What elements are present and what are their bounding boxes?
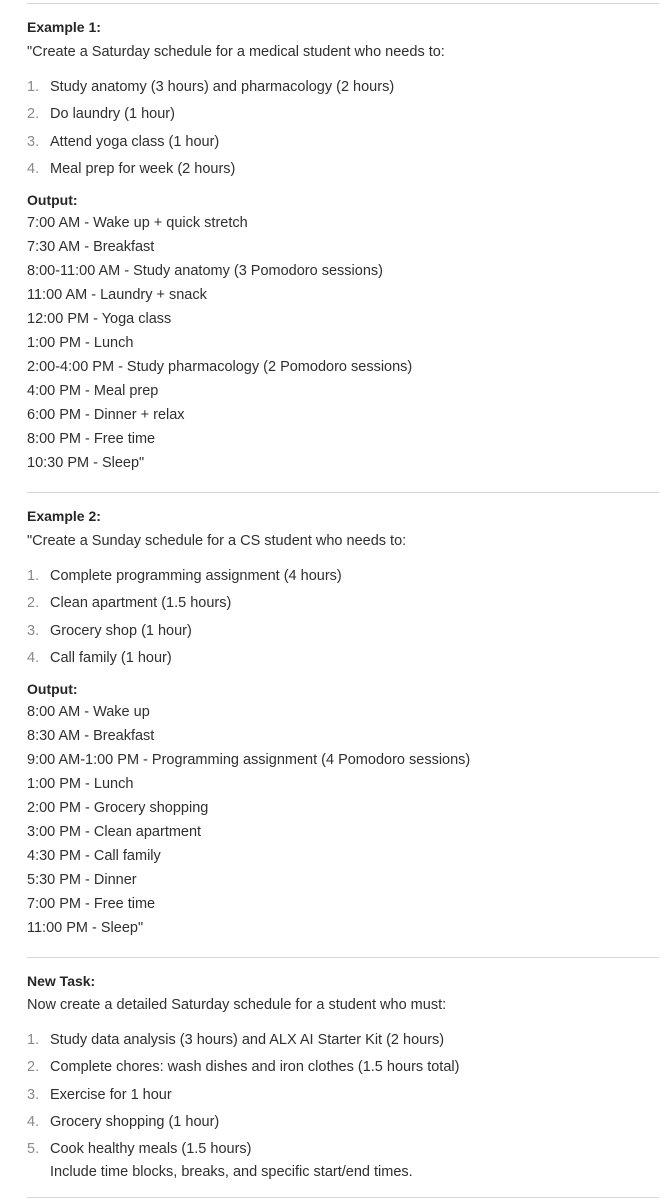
output-line: 4:00 PM - Meal prep <box>27 383 159 400</box>
output-line: 8:00 PM - Free time <box>27 431 156 448</box>
example-1-section <box>27 17 659 476</box>
list-item <box>27 1084 659 1111</box>
list-item-text: Complete chores: wash dishes and iron clothes (1.5 hours total) <box>50 1059 460 1076</box>
list-item-text: Study anatomy (3 hours) and pharmacology (2 hours) <box>50 79 395 95</box>
output-line: 8:00 AM - Wake up <box>27 704 150 721</box>
list-item <box>27 620 659 647</box>
output-line: 2:00-4:00 PM - Study pharmacology (2 Pomodoro sessions) <box>27 359 413 376</box>
list-item-number: 4. <box>27 160 40 177</box>
list-item <box>27 565 659 592</box>
list-item-number: 3. <box>27 133 40 150</box>
output-line: 8:00-11:00 AM - Study anatomy (3 Pomodoro sessions) <box>27 263 383 280</box>
output-line: 9:00 AM-1:00 PM - Programming assignment (4 Pomodoro sessions) <box>27 752 471 769</box>
list-item-number: 2. <box>27 106 40 123</box>
example-2-intro: "Create a Sunday schedule for a CS student who needs to: <box>27 533 407 549</box>
example-2-section <box>27 506 659 941</box>
list-item-text: Complete programming assignment (4 hours) <box>50 568 342 584</box>
output-line: 6:00 PM - Dinner + relax <box>27 407 185 424</box>
list-item-number: 3. <box>27 622 40 639</box>
output-line: 1:00 PM - Lunch <box>27 776 134 793</box>
list-item <box>27 76 659 103</box>
list-item-text: Meal prep for week (2 hours) <box>50 160 236 177</box>
new-task-list <box>27 1029 659 1160</box>
list-item-text: Grocery shop (1 hour) <box>50 622 192 639</box>
example-2-output <box>27 701 659 941</box>
list-item-number: 1. <box>27 1032 40 1048</box>
list-item-text: Study data analysis (3 hours) and ALX AI Starter Kit (2 hours) <box>50 1032 445 1048</box>
list-item <box>27 1111 659 1138</box>
example-1-output <box>27 212 659 476</box>
output-line: 10:30 PM - Sleep" <box>27 455 145 472</box>
list-item <box>27 103 659 130</box>
list-item-text: Do laundry (1 hour) <box>50 106 175 123</box>
top-divider <box>27 3 659 4</box>
list-item-number: 2. <box>27 595 40 612</box>
output-line: 1:00 PM - Lunch <box>27 335 134 352</box>
output-line: 12:00 PM - Yoga class <box>27 311 172 328</box>
new-task-heading: New Task: <box>27 973 96 989</box>
list-item <box>27 1056 659 1083</box>
new-task-section <box>27 971 659 1183</box>
list-item-text: Attend yoga class (1 hour) <box>50 133 220 150</box>
output-line: 3:00 PM - Clean apartment <box>27 824 202 841</box>
new-task-intro: Now create a detailed Saturday schedule for a student who must: <box>27 997 447 1013</box>
list-item-text: Cook healthy meals (1.5 hours) <box>50 1141 252 1158</box>
bottom-divider <box>27 1197 659 1198</box>
list-item <box>27 592 659 619</box>
example-2-output-label: Output: <box>27 681 78 698</box>
list-item-text: Exercise for 1 hour <box>50 1086 172 1103</box>
output-line: 4:30 PM - Call family <box>27 848 161 865</box>
list-item-text: Call family (1 hour) <box>50 649 172 666</box>
list-item-number: 2. <box>27 1059 40 1076</box>
list-item-number: 4. <box>27 1113 40 1130</box>
list-item-number: 5. <box>27 1141 40 1158</box>
example-2-heading: Example 2: <box>27 508 101 524</box>
section-divider <box>27 957 659 958</box>
list-item <box>27 1138 659 1160</box>
example-2-list <box>27 565 659 674</box>
example-1-output-label: Output: <box>27 192 78 209</box>
output-line: 7:00 AM - Wake up + quick stretch <box>27 215 248 232</box>
list-item <box>27 131 659 158</box>
output-line: 7:00 PM - Free time <box>27 896 156 913</box>
output-line: 11:00 AM - Laundry + snack <box>27 287 207 304</box>
output-line: 5:30 PM - Dinner <box>27 872 137 889</box>
output-line: 11:00 PM - Sleep" <box>27 920 144 937</box>
list-item-number: 3. <box>27 1086 40 1103</box>
list-item <box>27 1029 659 1056</box>
output-line: 2:00 PM - Grocery shopping <box>27 800 209 817</box>
list-item-number: 1. <box>27 568 40 584</box>
example-1-intro: "Create a Saturday schedule for a medical student who needs to: <box>27 44 445 60</box>
new-task-instructions: Include time blocks, breaks, and specific start/end times. <box>50 1164 413 1181</box>
list-item <box>27 158 659 185</box>
list-item-text: Clean apartment (1.5 hours) <box>50 595 232 612</box>
list-item <box>27 647 659 674</box>
list-item-number: 4. <box>27 649 40 666</box>
output-line: 7:30 AM - Breakfast <box>27 239 155 256</box>
example-1-heading: Example 1: <box>27 19 101 35</box>
output-line: 8:30 AM - Breakfast <box>27 728 155 745</box>
section-divider <box>27 492 659 493</box>
list-item-number: 1. <box>27 79 40 95</box>
list-item-text: Grocery shopping (1 hour) <box>50 1113 220 1130</box>
example-1-list <box>27 76 659 185</box>
